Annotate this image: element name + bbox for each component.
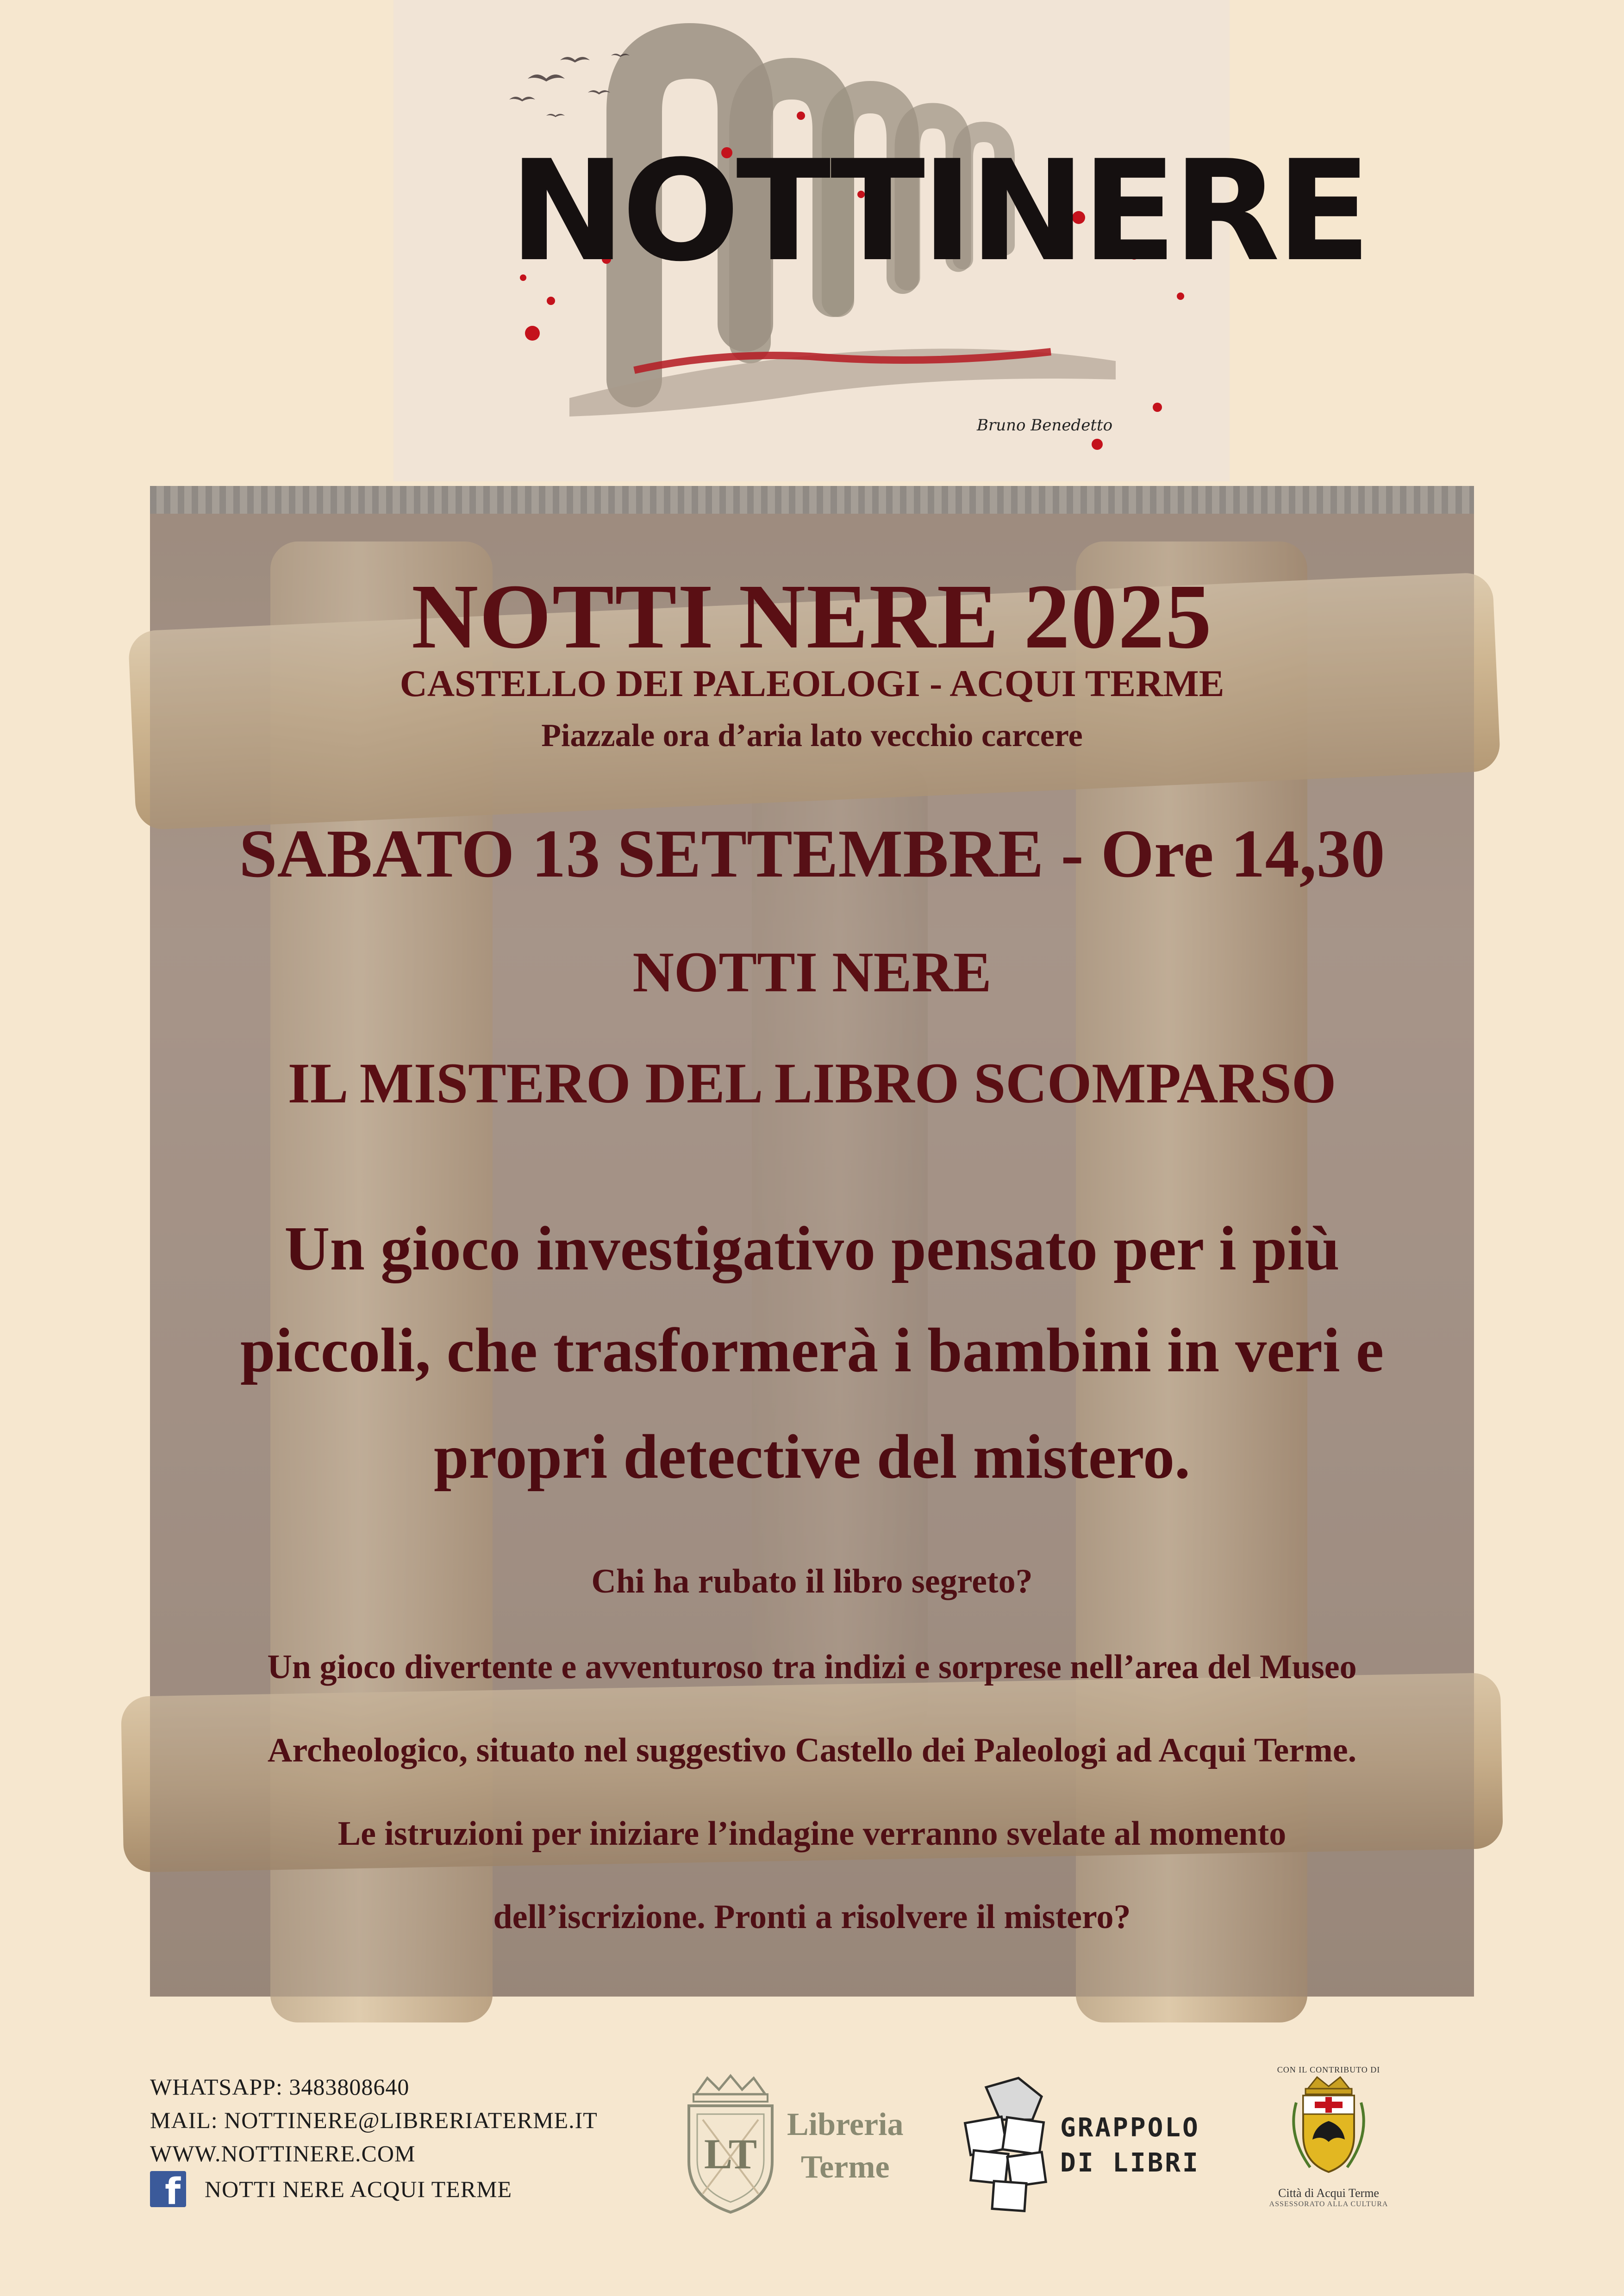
- event-title: NOTTI NERE 2025: [411, 566, 1213, 668]
- event-panel: [150, 486, 1474, 1997]
- lead-line: propri detective del mistero.: [433, 1422, 1191, 1492]
- body-line: Chi ha rubato il libro segreto?: [591, 1562, 1033, 1600]
- grappolo-di-libri-name: [1060, 2110, 1200, 2181]
- event-date: SABATO 13 SETTEMBRE - Ore 14,30: [239, 816, 1385, 892]
- contact-whatsapp[interactable]: WHATSAPP: 3483808640: [150, 2074, 410, 2100]
- facebook-label: NOTTI NERE ACQUI TERME: [205, 2176, 512, 2202]
- event-name-line2: IL MISTERO DEL LIBRO SCOMPARSO: [287, 1052, 1337, 1115]
- libreria-line1: Libreria: [787, 2107, 904, 2142]
- notti-nere-artwork: [394, 0, 1368, 481]
- facebook-icon: f: [150, 2171, 186, 2207]
- body-line: Archeologico, situato nel suggestivo Castello dei Paleologi ad Acqui Terme.: [267, 1731, 1357, 1769]
- artwork-logo-text: NOTTINERE: [509, 131, 1368, 292]
- body-line: Le istruzioni per iniziare l’indagine verranno svelate al momento: [337, 1815, 1287, 1853]
- event-place: Piazzale ora d’aria lato vecchio carcere: [541, 718, 1083, 753]
- lead-line: piccoli, che trasformerà i bambini in veri e: [240, 1316, 1384, 1385]
- coat-of-arms-icon: [1282, 2075, 1375, 2181]
- event-name-line1: NOTTI NERE: [632, 940, 992, 1004]
- grappolo-line2: DI LIBRI: [1060, 2148, 1200, 2178]
- libreria-terme-name: [787, 2103, 903, 2189]
- event-venue: CASTELLO DEI PALEOLOGI - ACQUI TERME: [400, 662, 1224, 704]
- libreria-line2: Terme: [800, 2149, 890, 2185]
- comune-acqui-terme-logo: [1245, 2065, 1412, 2232]
- panel-top-edge: [150, 486, 1474, 514]
- grappolo-di-libri-logo: [954, 2069, 1065, 2221]
- lead-line: Un gioco investigativo pensato per i più: [284, 1214, 1340, 1283]
- grappolo-line1: GRAPPOLO: [1060, 2113, 1200, 2143]
- comune-contribution-label: CON IL CONTRIBUTO DI: [1277, 2065, 1380, 2074]
- contact-mail[interactable]: MAIL: NOTTINERE@LIBRERIATERME.IT: [150, 2107, 598, 2133]
- body-line: dell’iscrizione. Pronti a risolvere il mistero?: [493, 1898, 1131, 1936]
- body-line: Un gioco divertente e avventuroso tra indizi e sorprese nell’area del Museo: [267, 1648, 1357, 1686]
- facebook-link[interactable]: [150, 2171, 512, 2213]
- libreria-monogram: LT: [704, 2130, 757, 2178]
- artwork-signature: Bruno Benedetto: [977, 416, 1113, 435]
- comune-name: Città di Acqui Terme: [1278, 2186, 1379, 2200]
- comune-subtitle: ASSESSORATO ALLA CULTURA: [1269, 2200, 1388, 2208]
- contact-website[interactable]: WWW.NOTTINERE.COM: [150, 2140, 416, 2166]
